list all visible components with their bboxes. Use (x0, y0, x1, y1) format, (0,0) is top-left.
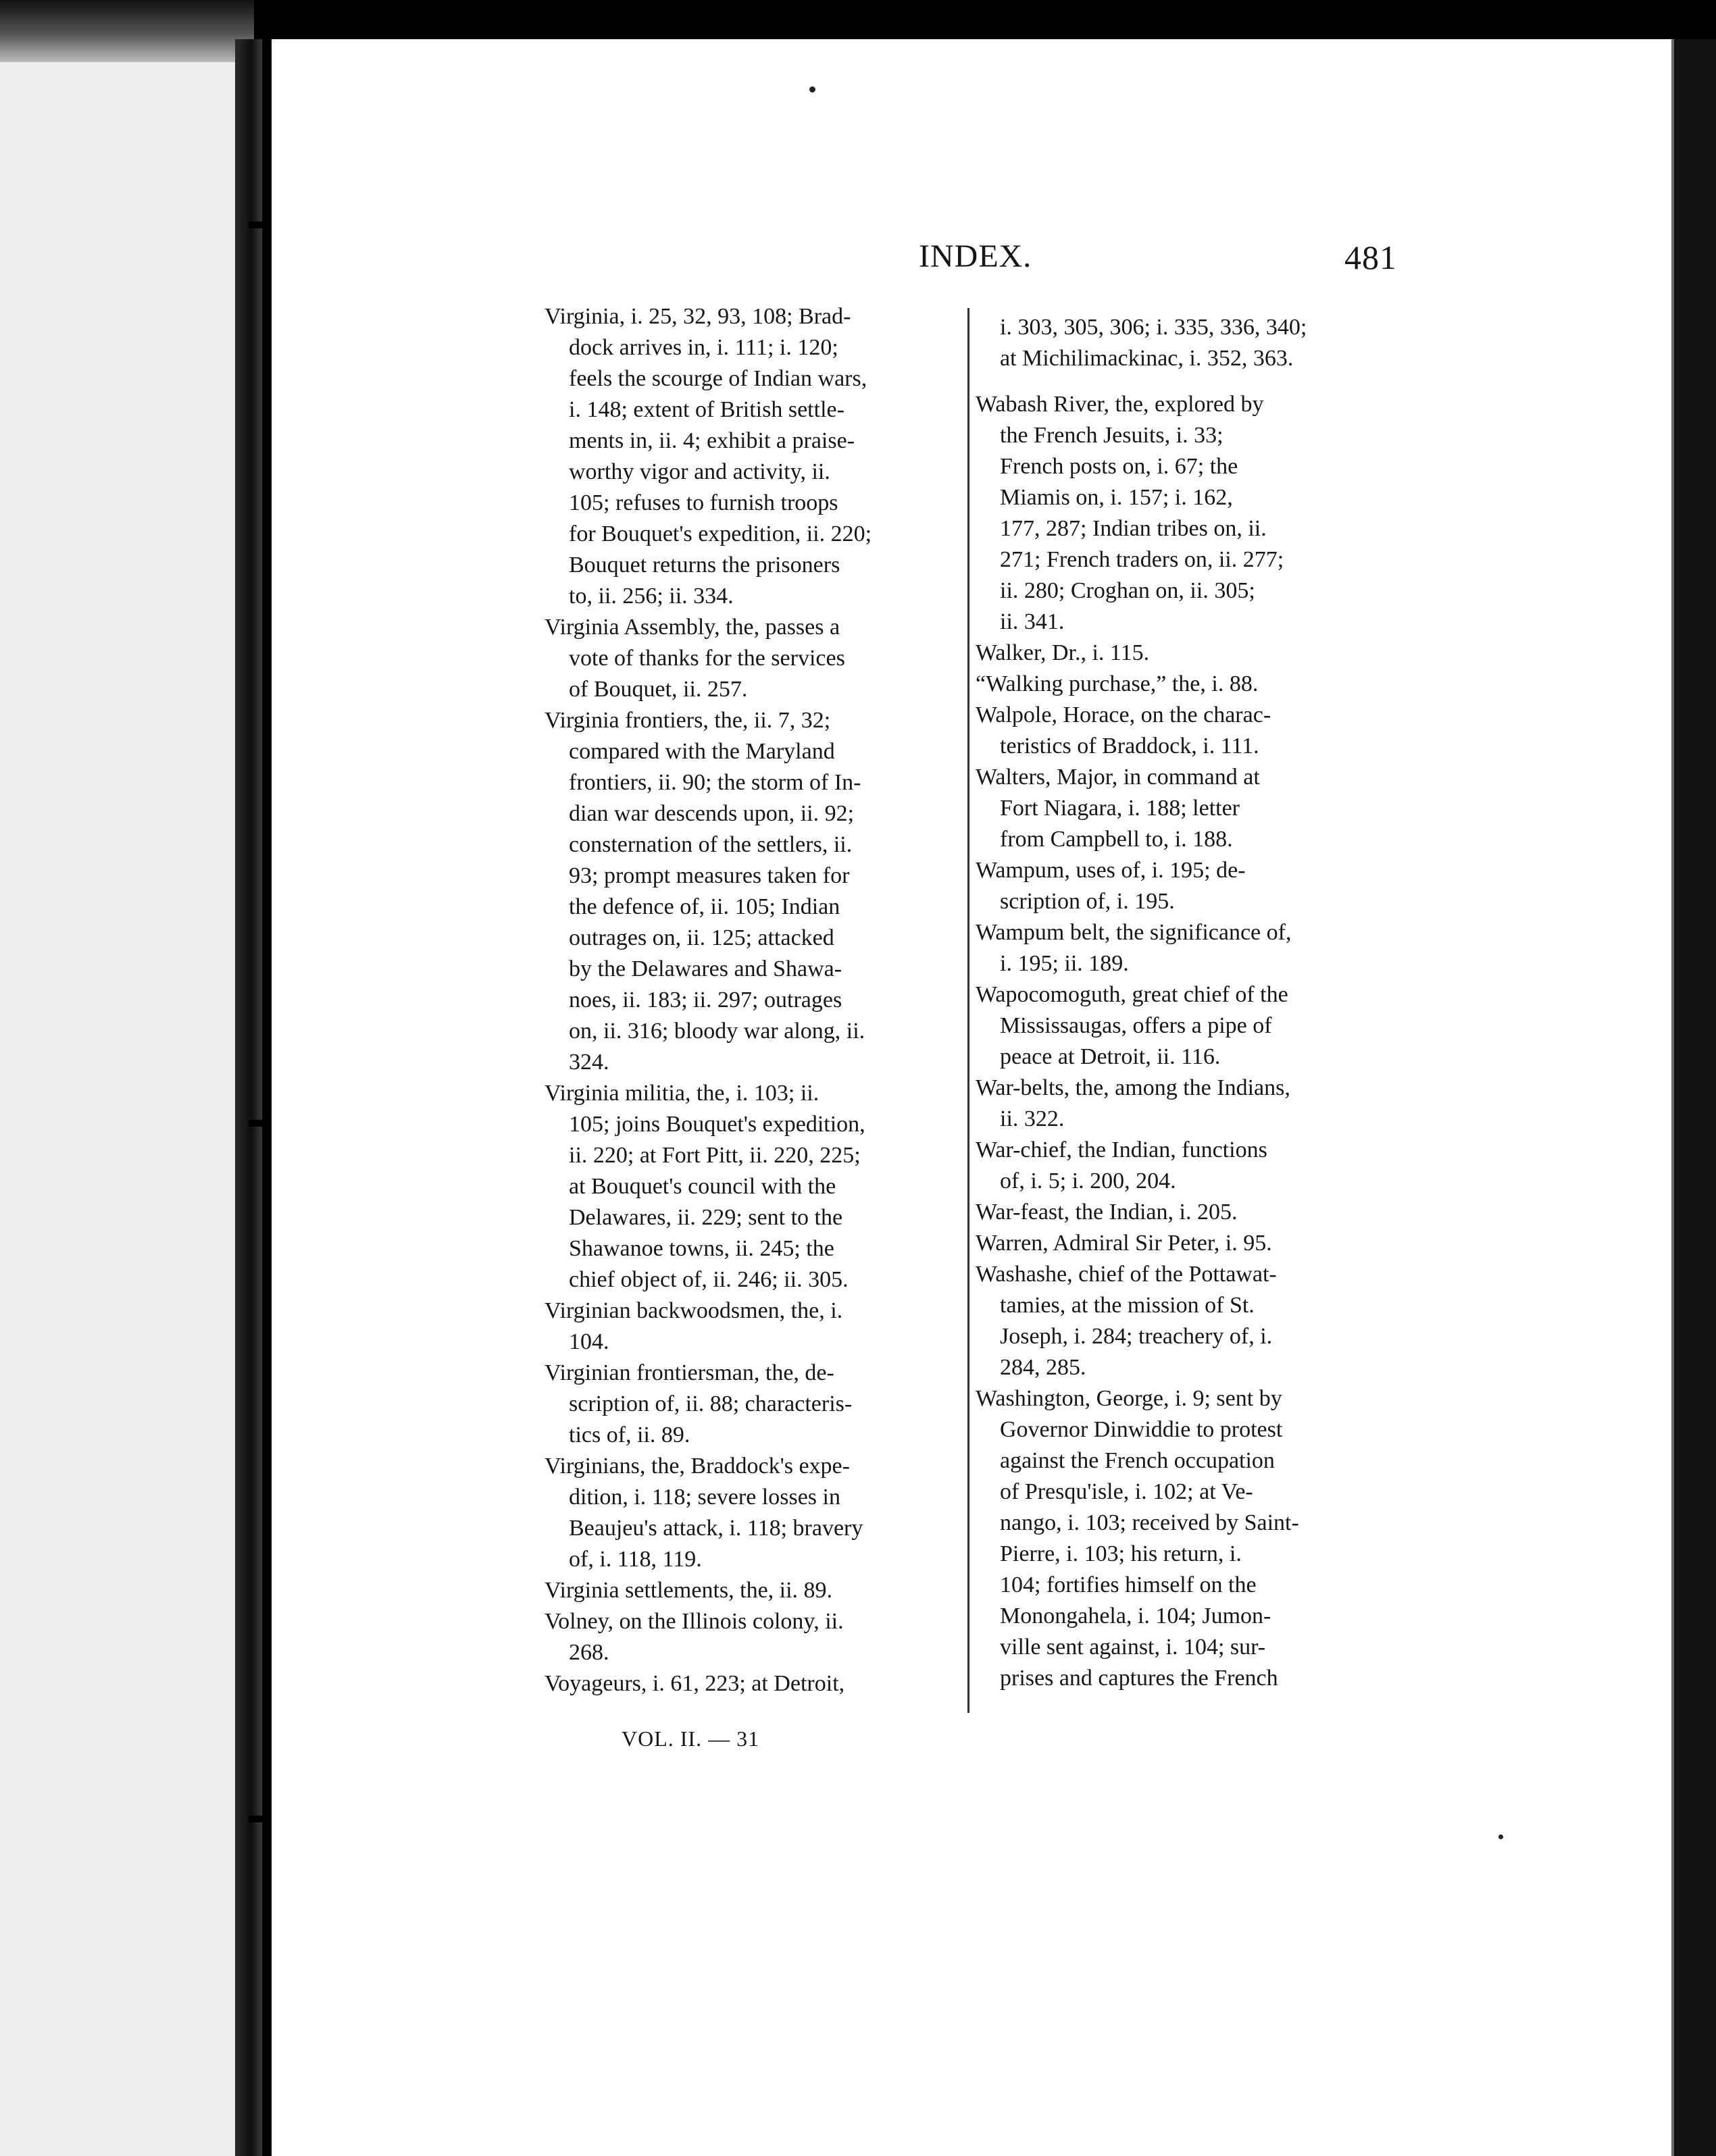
index-entry (976, 669, 1394, 700)
entry-line: prises and captures the French (1000, 1666, 1278, 1691)
entry-line: the defence of, ii. 105; Indian (569, 894, 840, 919)
index-entry (545, 1606, 961, 1668)
entry-line: ii. 280; Croghan on, ii. 305; (1000, 578, 1255, 603)
index-entry (976, 389, 1394, 638)
entry-line: ii. 322. (1000, 1106, 1065, 1131)
entry-line: Miamis on, i. 157; i. 162, (1000, 485, 1233, 510)
entry-line: ments in, ii. 4; exhibit a praise- (569, 428, 855, 453)
entry-line: dian war descends upon, ii. 92; (569, 801, 855, 826)
entry-line: 324. (569, 1050, 609, 1075)
entry-line: Monongahela, i. 104; Jumon- (1000, 1603, 1271, 1628)
entry-line: on, ii. 316; bloody war along, ii. (569, 1019, 865, 1044)
running-head: INDEX. (919, 238, 1032, 274)
entry-heading-line: Washashe, chief of the Pottawat- (976, 1262, 1277, 1287)
index-entry (976, 917, 1394, 979)
entry-heading-line: Virginian backwoodsmen, the, i. (545, 1298, 843, 1323)
entry-heading-line: Wabash River, the, explored by (976, 392, 1264, 417)
entry-heading-line: i. 303, 305, 306; i. 335, 336, 340; (1000, 315, 1307, 340)
entry-line: peace at Detroit, ii. 116. (1000, 1044, 1221, 1069)
index-entry (545, 1358, 961, 1451)
index-entry (976, 700, 1394, 762)
index-entry (976, 1073, 1394, 1135)
entry-heading-line: Virginia Assembly, the, passes a (545, 615, 840, 640)
entry-heading-line: Wampum belt, the significance of, (976, 920, 1292, 945)
entry-heading-line: “Walking purchase,” the, i. 88. (976, 671, 1259, 696)
entry-line: worthy vigor and activity, ii. (569, 459, 830, 484)
index-entry (976, 1259, 1394, 1383)
entry-line: Pierre, i. 103; his return, i. (1000, 1541, 1242, 1566)
entry-line: of, i. 5; i. 200, 204. (1000, 1169, 1176, 1194)
entry-line: noes, ii. 183; ii. 297; outrages (569, 987, 842, 1012)
entry-line: to, ii. 256; ii. 334. (569, 584, 734, 609)
entry-line: scription of, ii. 88; characteris- (569, 1391, 853, 1416)
entry-heading-line: Washington, George, i. 9; sent by (976, 1386, 1282, 1411)
spine-mark (249, 222, 262, 228)
entry-line: Governor Dinwiddie to protest (1000, 1417, 1283, 1442)
entry-line: from Campbell to, i. 188. (1000, 827, 1233, 852)
entry-heading-line: War-chief, the Indian, functions (976, 1137, 1267, 1162)
signature-mark: VOL. II. — 31 (622, 1726, 760, 1751)
entry-line: compared with the Maryland (569, 739, 835, 764)
entry-line: of Bouquet, ii. 257. (569, 677, 748, 702)
entry-line: 268. (569, 1640, 609, 1665)
entry-line: 105; joins Bouquet's expedition, (569, 1112, 865, 1137)
index-entry (976, 1135, 1394, 1197)
entry-line: teristics of Braddock, i. 111. (1000, 734, 1259, 759)
entry-line: feels the scourge of Indian wars, (569, 366, 867, 391)
entry-line: chief object of, ii. 246; ii. 305. (569, 1267, 849, 1292)
index-entry (976, 1228, 1394, 1259)
page-number: 481 (1344, 238, 1397, 276)
index-entry (976, 855, 1394, 917)
entry-heading-line: Virginians, the, Braddock's expe- (545, 1454, 850, 1479)
entry-heading-line: Warren, Admiral Sir Peter, i. 95. (976, 1231, 1272, 1256)
entry-line: 104. (569, 1329, 609, 1354)
entry-line: of Presqu'isle, i. 102; at Ve- (1000, 1479, 1253, 1504)
book-page (272, 39, 1674, 2156)
entry-heading-line: Walker, Dr., i. 115. (976, 640, 1150, 665)
entry-line: 271; French traders on, ii. 277; (1000, 547, 1284, 572)
index-entry (545, 1078, 961, 1295)
entry-heading-line: Wapocomoguth, great chief of the (976, 982, 1288, 1007)
spine-mark (249, 1816, 262, 1822)
previous-page (0, 39, 254, 2156)
entry-line: Fort Niagara, i. 188; letter (1000, 796, 1240, 821)
entry-line: against the French occupation (1000, 1448, 1275, 1473)
entry-line: 105; refuses to furnish troops (569, 490, 838, 515)
index-entry (545, 612, 961, 705)
entry-line: ville sent against, i. 104; sur- (1000, 1635, 1266, 1660)
page-border (1674, 39, 1716, 2156)
index-entry-continuation (976, 312, 1394, 374)
entry-line: dock arrives in, i. 111; i. 120; (569, 335, 838, 360)
entry-line: frontiers, ii. 90; the storm of In- (569, 770, 861, 795)
index-entry (545, 1295, 961, 1358)
entry-line: i. 148; extent of British settle- (569, 397, 844, 422)
entry-line: Beaujeu's attack, i. 118; bravery (569, 1516, 863, 1541)
entry-line: 177, 287; Indian tribes on, ii. (1000, 516, 1267, 541)
entry-line: vote of thanks for the services (569, 646, 845, 671)
entry-heading-line: Virginia, i. 25, 32, 93, 108; Brad- (545, 304, 851, 329)
entry-heading-line: War-feast, the Indian, i. 205. (976, 1200, 1238, 1225)
index-entry (976, 1197, 1394, 1228)
entry-heading-line: Walpole, Horace, on the charac- (976, 702, 1271, 727)
index-column-right (976, 312, 1394, 1694)
entry-line: the French Jesuits, i. 33; (1000, 423, 1223, 448)
entry-line: tamies, at the mission of St. (1000, 1293, 1255, 1318)
ink-speck (809, 86, 815, 93)
entry-line: Joseph, i. 284; treachery of, i. (1000, 1324, 1273, 1349)
entry-line: Bouquet returns the prisoners (569, 553, 840, 578)
ink-speck (1498, 1834, 1503, 1839)
entry-line: at Bouquet's council with the (569, 1174, 836, 1199)
entry-line: Shawanoe towns, ii. 245; the (569, 1236, 834, 1261)
book-spine (235, 39, 262, 2156)
entry-heading-line: Virginia militia, the, i. 103; ii. (545, 1081, 819, 1106)
entry-heading-line: Virginian frontiersman, the, de- (545, 1360, 834, 1385)
entry-heading-line: Voyageurs, i. 61, 223; at Detroit, (545, 1671, 845, 1696)
entry-line: nango, i. 103; received by Saint- (1000, 1510, 1299, 1535)
entry-line: by the Delawares and Shawa- (569, 956, 842, 981)
entry-line: outrages on, ii. 125; attacked (569, 925, 834, 950)
entry-line: at Michilimackinac, i. 352, 363. (1000, 346, 1294, 371)
index-entry (545, 705, 961, 1078)
entry-line: ii. 220; at Fort Pitt, ii. 220, 225; (569, 1143, 861, 1168)
entry-gap (976, 374, 1394, 389)
entry-line: 104; fortifies himself on the (1000, 1572, 1257, 1597)
column-divider (967, 308, 969, 1713)
entry-line: for Bouquet's expedition, ii. 220; (569, 521, 872, 546)
entry-line: i. 195; ii. 189. (1000, 951, 1129, 976)
entry-line: consternation of the settlers, ii. (569, 832, 853, 857)
spine-mark (249, 1120, 262, 1127)
entry-line: ii. 341. (1000, 609, 1065, 634)
index-entry (545, 1451, 961, 1575)
entry-line: dition, i. 118; severe losses in (569, 1485, 840, 1510)
index-entry (545, 1575, 961, 1606)
entry-line: of, i. 118, 119. (569, 1547, 702, 1572)
index-entry (545, 301, 961, 612)
entry-line: Mississaugas, offers a pipe of (1000, 1013, 1272, 1038)
entry-line: scription of, i. 195. (1000, 889, 1175, 914)
entry-heading-line: Walters, Major, in command at (976, 765, 1260, 790)
entry-line: 284, 285. (1000, 1355, 1086, 1380)
entry-heading-line: Wampum, uses of, i. 195; de- (976, 858, 1246, 883)
entry-line: 93; prompt measures taken for (569, 863, 850, 888)
entry-heading-line: War-belts, the, among the Indians, (976, 1075, 1290, 1100)
index-entry (976, 1383, 1394, 1694)
entry-line: Delawares, ii. 229; sent to the (569, 1205, 843, 1230)
index-entry (976, 638, 1394, 669)
entry-heading-line: Volney, on the Illinois colony, ii. (545, 1609, 844, 1634)
index-entry (976, 762, 1394, 855)
index-entry (545, 1668, 961, 1699)
entry-line: French posts on, i. 67; the (1000, 454, 1238, 479)
index-column-left (545, 301, 961, 1699)
entry-heading-line: Virginia settlements, the, ii. 89. (545, 1578, 833, 1603)
index-entry (976, 979, 1394, 1073)
entry-heading-line: Virginia frontiers, the, ii. 7, 32; (545, 708, 831, 733)
page-top-shadow (0, 0, 254, 62)
entry-line: tics of, ii. 89. (569, 1422, 690, 1447)
